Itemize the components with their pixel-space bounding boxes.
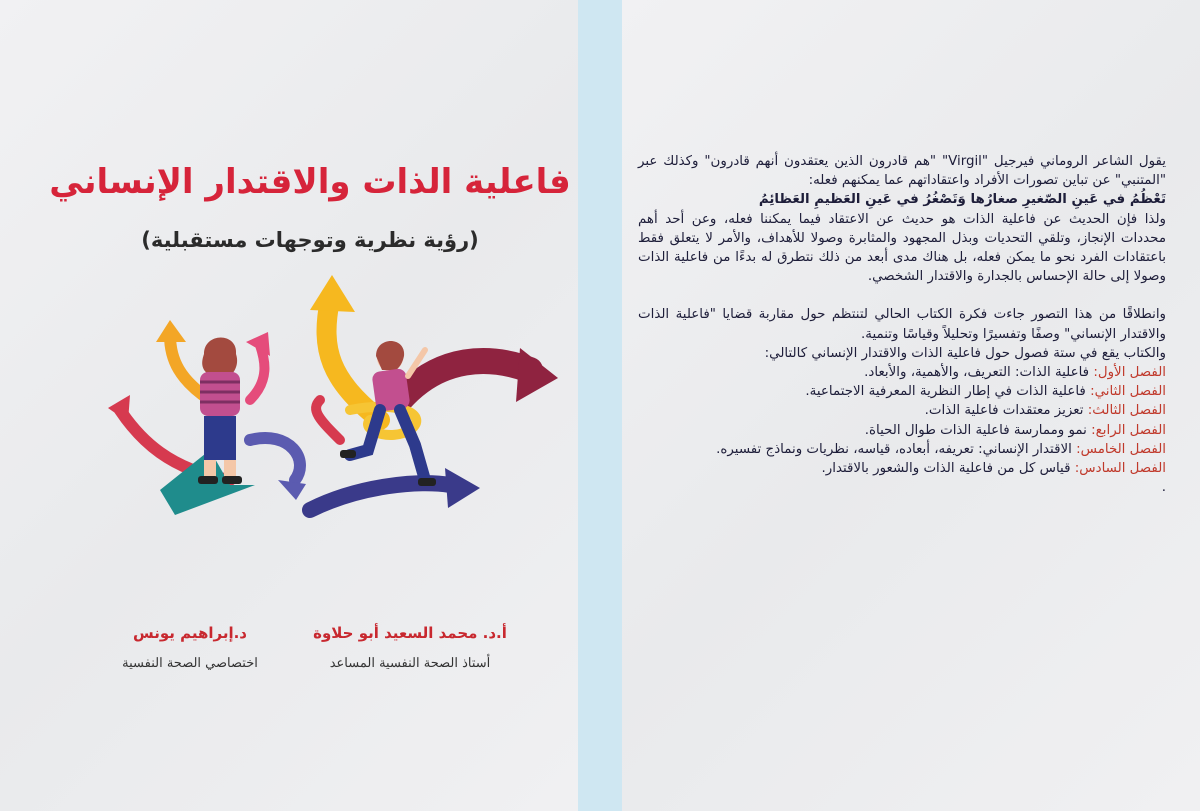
chapter-text: قياس كل من فاعلية الذات والشعور بالاقتدار. (821, 461, 1071, 477)
arrow-maroon-right-head (516, 348, 558, 402)
arrow-purple-left (250, 438, 300, 480)
chapter-label: الفصل الثالث: (1087, 403, 1166, 419)
chapter-label: الفصل الخامس: (1076, 441, 1166, 457)
girl-left-shirt (200, 372, 240, 416)
author-secondary-role: اختصاصي الصحة النفسية (122, 656, 258, 671)
arrow-purple-left-head (278, 480, 306, 500)
chapter-label: الفصل الثاني: (1090, 384, 1166, 400)
blurb-paragraph-4: والكتاب يقع في ستة فصول حول فاعلية الذات والاقتدار الإنساني كالتالي: (764, 345, 1166, 361)
girl-left-pants (204, 416, 236, 460)
chapter-text: فاعلية الذات في إطار النظرية المعرفية الاجتماعية. (805, 384, 1086, 400)
chapter-item (638, 363, 1166, 382)
chapter-item (638, 382, 1166, 401)
chapter-label: الفصل السادس: (1074, 461, 1166, 477)
arrow-red-swirl (316, 400, 340, 440)
chapter-text: تعزيز معتقدات فاعلية الذات. (924, 403, 1084, 419)
blurb-paragraph-3: وانطلاقًا من هذا التصور جاءت فكرة الكتاب الحالي لتنتظم حول مقاربة قضايا "فاعلية الذات والاقتدار الإنساني" وصفًا وتفسيرًا وتحليلاً وقياسًا وتنمية. (638, 307, 1166, 342)
book-spine (578, 0, 622, 811)
front-cover (0, 0, 578, 811)
blurb-paragraph-1: يقول الشاعر الروماني فيرجيل "Virgil" "هم قادرون الذين يعتقدون أنهم قادرون" وكذلك عبر "المتنبي" عن تباين تصورات الأفراد واعتقاداتهم عما يمكنهم فعله: (638, 154, 1166, 189)
author-secondary-name: د.إبراهيم يونس (132, 624, 248, 642)
arrow-orange-left-head (156, 320, 186, 342)
arrow-maroon-right (400, 361, 530, 400)
arrow-navy-bottom (310, 483, 450, 510)
chapter-label: الفصل الرابع: (1091, 422, 1166, 438)
chapter-text: الاقتدار الإنساني: تعريفه، أبعاده، قياسه، نظريات ونماذج تفسيره. (716, 441, 1072, 457)
arrow-navy-bottom-head (445, 468, 480, 508)
blurb-paragraph-2: ولذا فإن الحديث عن فاعلية الذات هو حديث عن الاعتقاد فيما يمكننا فعله، وعن أحد أهم محددات الإنجاز، وتلقي التحديات وبذل المجهود والمثابرة وصولا للأهداف، والأمر لا يتعلق فقط باعتقادات الفرد نحو ما يمكن فعله، بل هناك مدى أبعد من ذلك نتطرق له بدءًا من فاعلية الذات وصولا إلى حالة الإحساس بالجدارة والاقتدار الشخصي. (638, 211, 1166, 285)
chapter-item (638, 459, 1166, 478)
chapter-text: فاعلية الذات: التعريف، والأهمية، والأبعاد. (864, 365, 1090, 381)
author-secondary (90, 624, 290, 671)
author-primary-role: أستاذ الصحة النفسية المساعد (329, 656, 491, 671)
book-title: فاعلية الذات والاقتدار الإنساني (49, 162, 571, 202)
trailing-mark: . (1161, 480, 1166, 496)
chapter-text: نمو وممارسة فاعلية الذات طوال الحياة. (864, 422, 1087, 438)
chapter-item (638, 440, 1166, 459)
back-cover-text (638, 152, 1166, 497)
author-primary (300, 624, 520, 671)
girl-left-hair (202, 338, 237, 375)
cover-illustration (100, 270, 570, 530)
chapter-label: الفصل الأول: (1093, 365, 1166, 381)
author-primary-name: أ.د. محمد السعيد أبو حلاوة (313, 624, 507, 642)
chapter-item (638, 401, 1166, 420)
poem-verse: تَعْظُمُ في عَينِ الصّغيرِ صغارُها وَتَصْغُرُ في عَينِ العَظيمِ العَظائِمُ (758, 192, 1166, 208)
arrow-yellow-up-head (310, 275, 355, 312)
arrow-pink-left (250, 345, 264, 400)
book-subtitle: (رؤية نظرية وتوجهات مستقبلية) (141, 228, 479, 252)
chapter-item (638, 421, 1166, 440)
girl-right-hair (376, 341, 404, 370)
